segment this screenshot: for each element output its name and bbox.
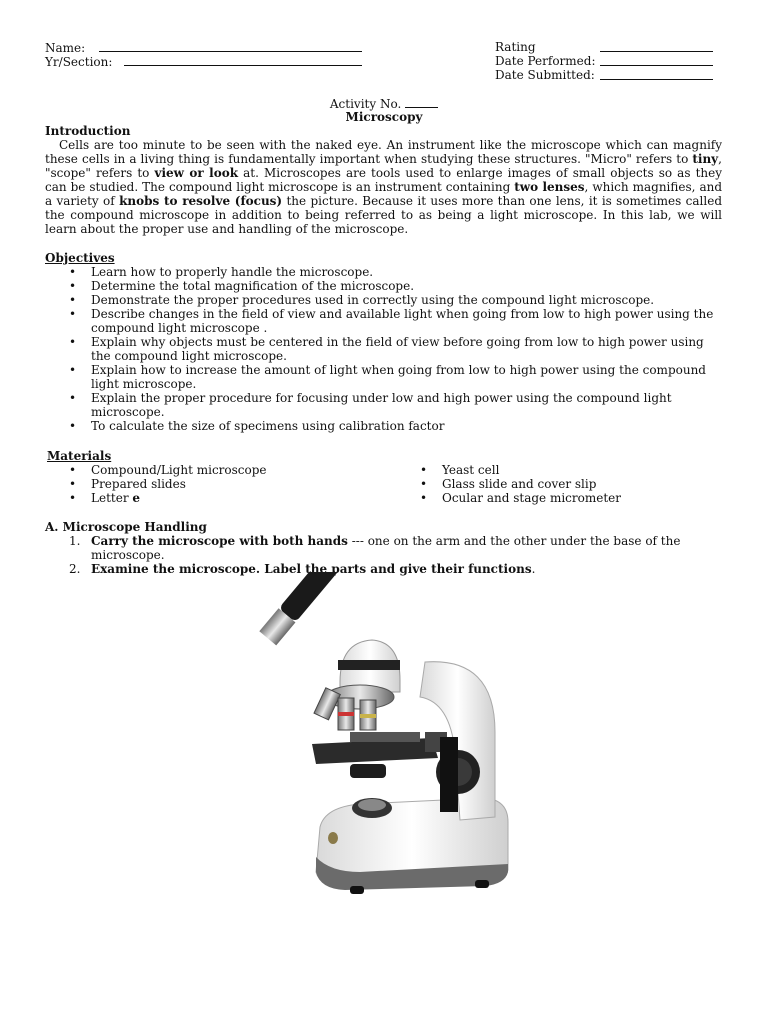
name-blank — [99, 40, 362, 52]
introduction-paragraph: Cells are too minute to be seen with the naked eye. An instrument like the microscope which can magnify these cells in a living thing is fundamentally important when studying these structures. "Micro" refers to tiny, "scope" refers to view or look at. Microscopes are tools used to enlarge images of small objects so as they can be studied. The compound light microscope is an instrument containing two lenses, which magnifies, and a variety of knobs to resolve (focus) the picture. Because it uses more than one lens, it is sometimes called the compound microscope in addition to being referred to as being a light microscope. In this lab, we will learn about the proper use and handling of the microscope. — [45, 138, 723, 236]
objectives-heading: Objectives — [45, 251, 115, 265]
section-blank — [124, 54, 362, 66]
objective-item: • Describe changes in the field of view and available light when going from low to high power using the compound light microscope . — [69, 307, 714, 335]
objective-item: • Demonstrate the proper procedures used in correctly using the compound light microscope. — [69, 293, 655, 307]
date-performed-field — [495, 54, 596, 68]
date-performed-blank — [600, 54, 713, 66]
date-submitted-label: Date Submitted: — [495, 68, 595, 82]
materials-list-right — [420, 463, 720, 505]
name-field — [45, 40, 362, 55]
material-item: • Compound/Light microscope — [69, 463, 267, 477]
materials-heading: Materials — [47, 449, 112, 463]
materials-list-left — [69, 463, 399, 505]
section-field — [45, 54, 362, 69]
objectives-list — [69, 265, 719, 433]
step-item: 1. Carry the microscope with both hands --- one on the arm and the other under the base of the microscope. — [69, 534, 681, 562]
objective-item: • Explain why objects must be centered in the field of view before going from low to high power using the compound light microscope. — [69, 335, 704, 363]
material-item: • Letter e — [69, 491, 141, 505]
section-a-heading: A. Microscope Handling — [45, 520, 207, 534]
material-item: • Prepared slides — [69, 477, 186, 491]
objective-item: • To calculate the size of specimens using calibration factor — [69, 419, 445, 433]
date-performed-label: Date Performed: — [495, 54, 596, 68]
activity-title: Microscopy — [345, 110, 423, 124]
microscope-icon — [250, 572, 520, 897]
rating-field — [495, 40, 536, 54]
objective-item: • Determine the total magnification of the microscope. — [69, 279, 415, 293]
step-item: 2. Examine the microscope. Label the parts and give their functions. — [69, 562, 536, 576]
material-item: • Glass slide and cover slip — [420, 477, 597, 491]
objective-item: • Explain how to increase the amount of light when going from low to high power using the compound light microscope. — [69, 363, 706, 391]
activity-number: Activity No. — [0, 96, 768, 111]
objective-item: • Explain the proper procedure for focusing under low and high power using the compound light microscope. — [69, 391, 672, 419]
date-submitted-field — [495, 68, 595, 82]
date-submitted-blank — [600, 68, 713, 80]
material-item: • Ocular and stage micrometer — [420, 491, 621, 505]
introduction-heading: Introduction — [45, 124, 131, 138]
activity-number-blank — [405, 96, 438, 108]
material-item: • Yeast cell — [420, 463, 500, 477]
objective-item: • Learn how to properly handle the microscope. — [69, 265, 374, 279]
rating-blank — [600, 40, 713, 52]
section-label: Yr/Section: — [45, 55, 113, 69]
rating-label: Rating — [495, 40, 536, 54]
name-label: Name: — [45, 41, 86, 55]
handling-steps — [69, 534, 719, 576]
